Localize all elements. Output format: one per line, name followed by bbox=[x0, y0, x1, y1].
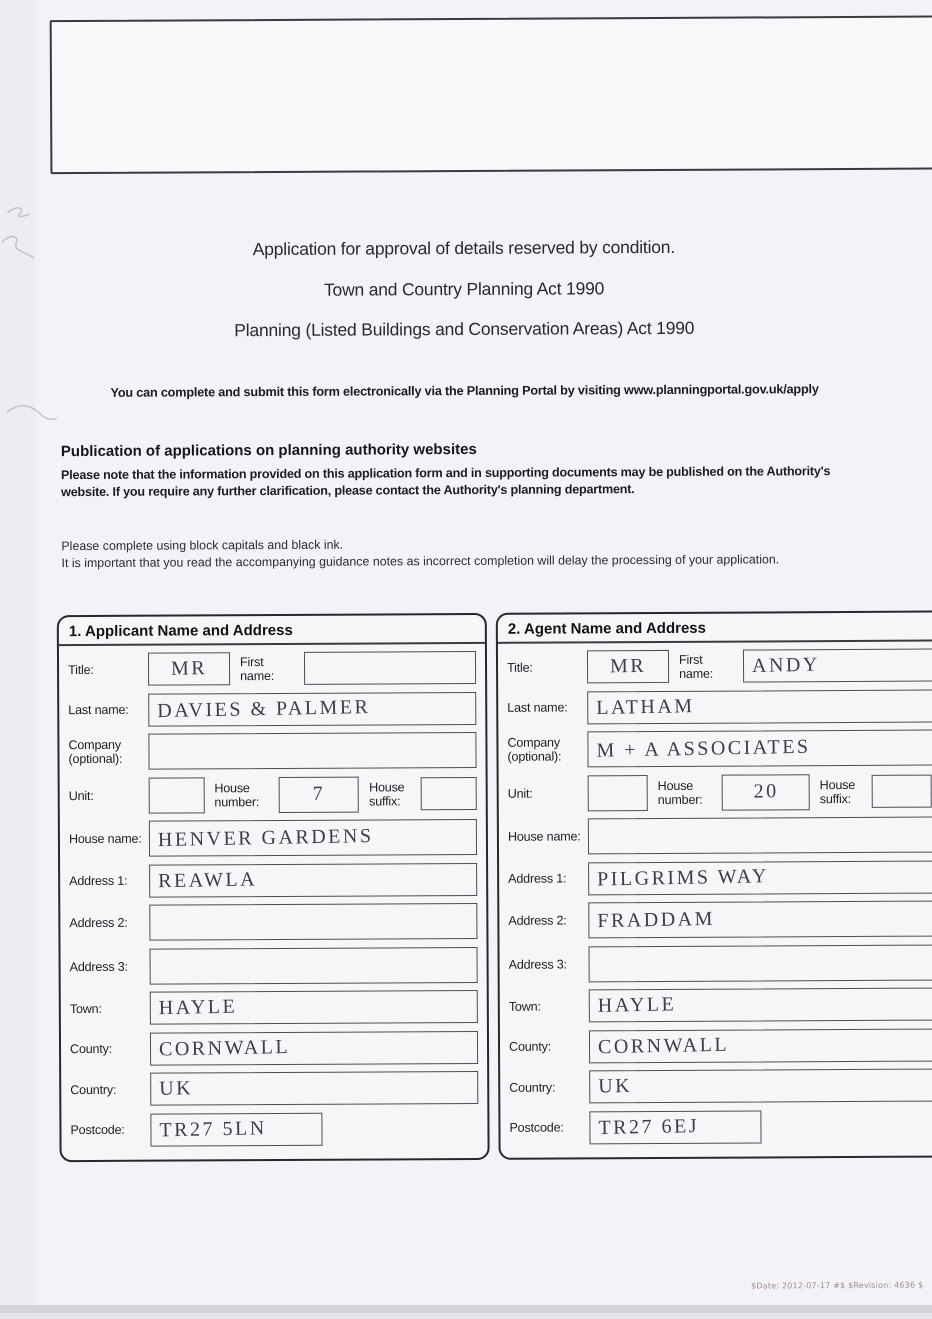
applicant-house-name-value: HENVER GARDENS bbox=[157, 824, 374, 851]
applicant-title-value: MR bbox=[170, 657, 208, 680]
applicant-county-value: CORNWALL bbox=[158, 1035, 291, 1061]
address3-label: Address 3: bbox=[508, 956, 567, 972]
applicant-country-row bbox=[70, 1071, 478, 1106]
applicant-house-suffix-field bbox=[421, 777, 477, 810]
unit-label: Unit: bbox=[68, 788, 94, 803]
address3-label: Address 3: bbox=[69, 959, 128, 974]
agent-address1-value: PILGRIMS WAY bbox=[596, 864, 770, 891]
house-number-label: House number: bbox=[657, 778, 703, 807]
agent-house-name-row bbox=[508, 816, 932, 854]
applicant-last-name-field bbox=[148, 691, 476, 726]
applicant-town-field bbox=[150, 990, 478, 1025]
house-name-label: House name: bbox=[507, 829, 581, 844]
applicant-title-field bbox=[148, 652, 230, 685]
company-label: Company (optional): bbox=[507, 735, 562, 764]
publication-body: Please note that the information provided on this application form and in supporting documents may be published on the Authority's website. If you require any further clarification, please contact the Authority's planning department. bbox=[60, 464, 831, 500]
applicant-first-name-field bbox=[304, 651, 476, 685]
applicant-postcode-row bbox=[70, 1111, 478, 1146]
applicant-section-heading: 1. Applicant Name and Address bbox=[59, 615, 485, 646]
applicant-town-row bbox=[70, 990, 478, 1025]
town-label: Town: bbox=[69, 1001, 102, 1016]
applicant-house-number-value: 7 bbox=[312, 782, 326, 805]
agent-address1-row bbox=[508, 860, 932, 895]
agent-section bbox=[496, 610, 932, 1159]
title-label: Title: bbox=[507, 660, 533, 675]
agent-county-field bbox=[589, 1028, 932, 1063]
form-subtitle-act: Town and Country Planning Act 1990 bbox=[323, 278, 605, 300]
applicant-country-field bbox=[150, 1071, 478, 1106]
applicant-unit-row bbox=[69, 775, 477, 813]
agent-town-field bbox=[589, 987, 932, 1022]
agent-company-row bbox=[507, 729, 932, 767]
agent-address2-row bbox=[508, 900, 932, 938]
last-name-label: Last name: bbox=[68, 702, 129, 718]
agent-first-name-value: ANDY bbox=[751, 653, 821, 677]
agent-address3-field bbox=[589, 944, 932, 982]
country-label: Country: bbox=[70, 1082, 117, 1097]
house-number-label: House number: bbox=[214, 780, 260, 809]
agent-first-name-field bbox=[743, 648, 932, 682]
planning-portal-note: You can complete and submit this form electronically via the Planning Portal by visiting www.planningportal.gov.uk/apply bbox=[110, 382, 819, 400]
agent-last-name-row bbox=[507, 689, 932, 724]
address2-label: Address 2: bbox=[508, 913, 567, 928]
agent-address3-row bbox=[509, 944, 932, 982]
agent-town-row bbox=[509, 987, 932, 1022]
house-name-label: House name: bbox=[68, 831, 142, 847]
applicant-town-value: HAYLE bbox=[158, 995, 238, 1020]
scanner-header-box bbox=[50, 16, 932, 175]
county-label: County: bbox=[508, 1039, 552, 1054]
applicant-county-field bbox=[150, 1030, 478, 1065]
agent-title-field bbox=[587, 650, 669, 683]
applicant-address3-row bbox=[70, 946, 478, 984]
instruction-block-capitals: Please complete using block capitals and black ink. bbox=[61, 537, 344, 554]
agent-county-value: CORNWALL bbox=[597, 1033, 730, 1058]
applicant-postcode-value: TR27 5LN bbox=[159, 1116, 267, 1141]
agent-company-field bbox=[587, 729, 932, 767]
applicant-address2-row bbox=[69, 903, 477, 941]
applicant-section bbox=[57, 613, 490, 1162]
agent-house-suffix-field bbox=[872, 775, 932, 808]
first-name-label: First name: bbox=[239, 654, 275, 683]
address1-label: Address 1: bbox=[508, 871, 567, 886]
applicant-county-row bbox=[70, 1030, 478, 1065]
company-label: Company (optional): bbox=[68, 737, 123, 767]
applicant-company-row bbox=[68, 732, 476, 770]
agent-country-row bbox=[509, 1068, 932, 1103]
instruction-guidance-notes: It is important that you read the accompanying guidance notes as incorrect completion will delay the processing of your application. bbox=[61, 552, 780, 571]
house-suffix-label: House suffix: bbox=[369, 779, 405, 809]
title-label: Title: bbox=[68, 662, 94, 677]
agent-country-value: UK bbox=[598, 1074, 633, 1098]
agent-unit-row bbox=[508, 773, 932, 811]
applicant-title-row bbox=[68, 651, 476, 686]
applicant-country-value: UK bbox=[159, 1077, 194, 1100]
applicant-address1-field bbox=[149, 862, 477, 897]
agent-company-value: M + A ASSOCIATES bbox=[596, 735, 811, 762]
agent-last-name-field bbox=[587, 689, 932, 724]
address1-label: Address 1: bbox=[69, 873, 128, 889]
agent-last-name-value: LATHAM bbox=[596, 694, 695, 719]
publication-heading: Publication of applications on planning authority websites bbox=[60, 440, 477, 461]
town-label: Town: bbox=[508, 999, 541, 1014]
agent-postcode-row bbox=[509, 1109, 932, 1144]
form-title: Application for approval of details reserved by condition. bbox=[252, 236, 676, 260]
agent-address2-value: FRADDAM bbox=[597, 907, 716, 932]
applicant-last-name-value: DAVIES & PALMER bbox=[157, 695, 371, 722]
applicant-address1-row bbox=[69, 862, 477, 897]
address2-label: Address 2: bbox=[69, 915, 128, 931]
agent-title-value: MR bbox=[609, 654, 647, 678]
agent-county-row bbox=[509, 1028, 932, 1063]
agent-address2-field bbox=[588, 900, 932, 938]
unit-label: Unit: bbox=[507, 786, 533, 801]
applicant-last-name-row bbox=[68, 691, 476, 726]
agent-postcode-field bbox=[589, 1110, 761, 1144]
postcode-label: Postcode: bbox=[70, 1122, 125, 1138]
applicant-address2-field bbox=[149, 903, 477, 941]
applicant-house-number-field bbox=[278, 776, 359, 812]
applicant-house-name-field bbox=[149, 819, 477, 857]
county-label: County: bbox=[69, 1041, 113, 1057]
agent-house-name-field bbox=[588, 816, 932, 854]
agent-address1-field bbox=[588, 860, 932, 895]
applicant-unit-field bbox=[149, 777, 205, 813]
agent-house-number-value: 20 bbox=[753, 780, 779, 803]
applicant-house-name-row bbox=[69, 819, 477, 857]
agent-postcode-value: TR27 6EJ bbox=[598, 1114, 700, 1139]
applicant-address3-field bbox=[150, 946, 478, 984]
applicant-address1-value: REAWLA bbox=[157, 867, 258, 892]
agent-title-row bbox=[507, 648, 932, 683]
agent-country-field bbox=[589, 1068, 932, 1103]
agent-house-number-field bbox=[722, 774, 810, 810]
applicant-postcode-field bbox=[150, 1112, 322, 1146]
last-name-label: Last name: bbox=[507, 700, 568, 715]
agent-town-value: HAYLE bbox=[597, 993, 677, 1017]
first-name-label: First name: bbox=[678, 652, 714, 681]
agent-section-heading: 2. Agent Name and Address bbox=[498, 612, 932, 643]
postcode-label: Postcode: bbox=[509, 1120, 564, 1135]
applicant-company-field bbox=[148, 732, 476, 770]
version-stamp: $Date: 2012-07-17 #$ $Revision: 4636 $ bbox=[751, 1280, 924, 1291]
agent-unit-field bbox=[588, 775, 648, 811]
country-label: Country: bbox=[509, 1080, 556, 1095]
house-suffix-label: House suffix: bbox=[819, 777, 856, 806]
form-subtitle-listed-buildings: Planning (Listed Buildings and Conservation Areas) Act 1990 bbox=[234, 317, 695, 341]
